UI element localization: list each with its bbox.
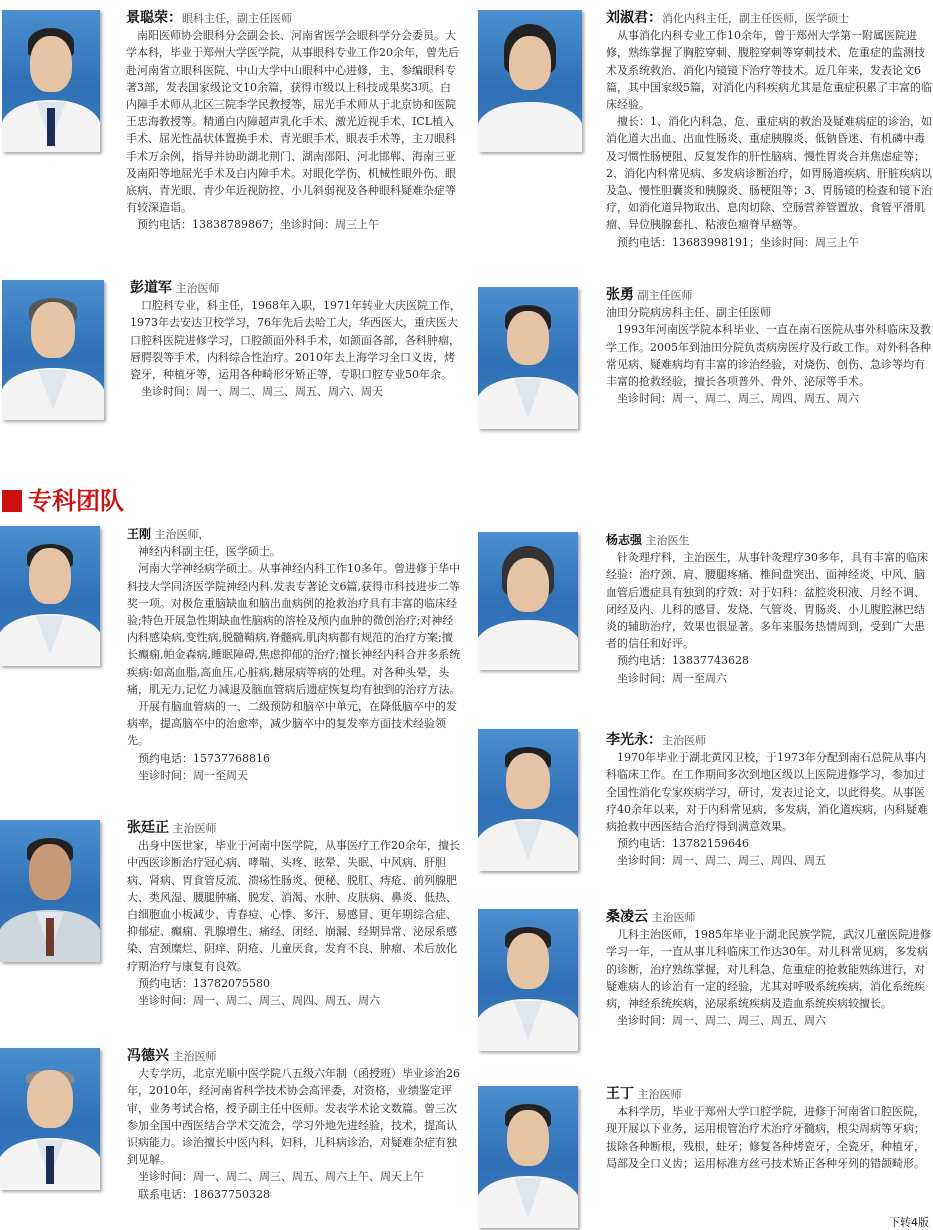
doctor-bio: 1970年毕业于湖北黄冈卫校，于1973年分配到南石总院从事内科临床工作。在工作期间多次到地区级以上医院进修学习，参加过全国性消化专家疾病学习，研讨，发表过论文，以此得奖。从事医疗40余年以来，对于内科常见病，多发病，消化道疾病，内科疑难病抢救中西医结合治疗得到满意效果。: [606, 751, 928, 834]
doctor-bio: 儿科主治医师，1985年毕业于湖北民族学院，武汉儿童医院进修学习一年，一直从事儿科临床工作达30年。对儿科常见病，多发病的诊断，治疗熟练掌握，对儿科急、危重症的抢救能熟练进行，对疑难病人的诊治有一定的经验，尤其对呼吸系统疾病，消化系统疾病，神经系统疾病，泌尿系统疾病及造血系统疾病较擅长。: [606, 928, 931, 1011]
doctor-bio: 南阳医师协会眼科分会副会长、河南省医学会眼科学分会委员。大学本科，毕业于郑州大学医学院，从事眼科专业工作20余年，曾先后赴河南省立眼科医院、中山大学中山眼科中心进修，主、参编眼科专著3部，发表国家级论文10余篇，获得市级以上科技成果奖3项。白内障手术师从北区三院李学民教授等，屈光手术师从于北京协和医院王忠海教授等。精通白内障超声乳化手术、激光近视手术、ICL植入手术、屈光性晶状体置换手术、青光眼手术、眼表手术等，主刀眼科手术万余例，指导并协助湖北荆门、湖南邵阳、河北邯郸、海南三亚及南阳等地屈光手术及白内障手术。对眼化学伤、机械性眼外伤、眼底病、青光眼、青少年近视防控、小儿斜弱视及各种眼科疑难杂症等有较深造诣。: [126, 29, 459, 215]
doctor-profile: [606, 1086, 932, 1172]
doctor-bio-3: 开展有脑血管病的一、二级预防和脑卒中单元，在降低脑卒中的发病率，提高脑卒中的治愈率，减少脑卒中的复发率方面技术经验领先。: [127, 700, 457, 748]
doctor-contact-2: 坐诊时间：周一、周二、周三、周四、周五: [617, 854, 826, 868]
doctor-photo: [478, 909, 578, 1051]
doctor-title: 主治医师: [662, 734, 706, 747]
doctor-profile: [606, 532, 932, 687]
doctor-profile: [130, 280, 461, 400]
doctor-profile: [606, 732, 932, 870]
doctor-title: 主治医师: [172, 822, 217, 835]
doctor-profile: [127, 820, 461, 1009]
doctor-name: 刘淑君：: [606, 10, 662, 26]
doctor-contact-2: 坐诊时间：周一至周六: [617, 671, 727, 685]
doctor-name: 张勇: [606, 287, 634, 303]
doctor-name: 景聪荣：: [126, 10, 182, 26]
red-square-icon: [2, 490, 22, 512]
doctor-title: 主治医师: [651, 911, 696, 924]
doctor-photo: [2, 10, 100, 152]
doctor-photo: [478, 532, 578, 670]
doctor-contact: 预约电话：13837743628: [617, 654, 749, 668]
doctor-contact-2: 坐诊时间：周一、周二、周三、周四、周五、周六: [138, 994, 380, 1008]
doctor-contact: 坐诊时间：周一、周二、周三、周五、周六: [617, 1014, 826, 1028]
doctor-name: 王刚: [127, 527, 152, 541]
doctor-bio: 本科学历，毕业于郑州大学口腔学院，进修于河南省口腔医院，现开展以下业务，运用根管治疗术治疗牙髓病，根尖周病等牙病；拔除各种断根，残根，蛀牙；修复各种烤瓷牙，全瓷牙，种植牙，局部及全口义齿；运用标准方丝弓技术矫正各种牙列的错颌畸形。: [606, 1105, 925, 1170]
doctor-bio: 口腔科专业，科主任，1968年入职，1971年转业大庆医院工作，1973年去安达卫校学习，76年先后去哈工大，华西医大，重庆医大口腔科医院进修学习，口腔颌面外科手术，如颌面各部，各科肿瘤，唇腭裂等手术，内科综合性治疗。2010年去上海学习全口义齿，烤瓷牙，种植牙等，运用各种畸形牙矫正等，专职口腔专业50年余。: [130, 299, 461, 382]
doctor-name: 冯德兴: [127, 1048, 169, 1064]
doctor-name: 杨志强: [606, 533, 643, 547]
doctor-contact: 预约电话：13782159646: [617, 837, 749, 851]
doctor-bio: 大专学历，北京光顺中医学院八五级六年制（函授班）毕业诊治26年，2010年，经河南省科学技术协会高评委，对资格，业绩鉴定评审，业务考试合格，授予副主任中医师。发表学术论文数篇。曾三次参加全国中西医结合学术交流会，学习外地先进经验，技术，提高认识病能力。诊治擅长中医内科，妇科，儿科病诊治，对疑难杂症有独到见解。: [127, 1067, 460, 1167]
doctor-profile: [127, 526, 461, 784]
doctor-photo: [0, 1048, 100, 1190]
doctor-photo: [478, 10, 582, 152]
doctor-bio: 油田分院病房科主任、副主任医师: [606, 306, 771, 320]
doctor-profile: [127, 1048, 461, 1203]
doctor-bio: 出身中医世家，毕业于河南中医学院，从事医疗工作20余年，擅长中西医诊断治疗冠心病、哮喘、头疼、眩晕、失眠、中风病、肝胆病、肾病、胃食管反流、溃疡性肠炎、便秘、脱肛、痔疮、前列腺肥大、类风湿、腰腿肿痛、脱发、消渴、水肿、皮肤病、鼻炎、低热、白细胞血小板减少、青春痘、心悸、多汗、易感冒、更年期综合症、抑郁症、癫痫、乳腺增生、痛经、闭经、崩漏、经期异常、泌尿系感染、宫颈糜烂、阴痒、阴疮、儿童厌食，发育不良、肿瘤、术后放化疗期治疗与康复有良效。: [127, 839, 460, 973]
doctor-name: 王丁: [606, 1086, 634, 1102]
doctor-profile: [606, 909, 932, 1029]
doctor-profile: [126, 10, 461, 234]
doctor-title: 主治医师，: [154, 528, 210, 541]
doctor-name: 桑凌云: [606, 909, 648, 925]
doctor-profile: [606, 10, 932, 251]
doctor-bio-2: 擅长：1、消化内科急、危、重症病的救治及疑难病症的诊治，如消化道大出血、出血性肠炎、重症胰腺炎、低钠昏迷、有机磷中毒及习惯性肠梗阻、反复发作的肝性脑病、慢性胃炎合并焦虑症等；2、消化内科常见病、多发病诊断治疗，如胃肠道疾病、肝脏疾病以及急、慢性胆囊炎和胰腺炎、肠梗阻等；3、胃肠镜的检查和镜下治疗，如消化道异物取出、息肉切除、空肠营养管置放、食管平滑肌瘤、异位胰腺套扎、粘液色瘤脊早癌等。: [606, 115, 932, 232]
doctor-photo: [478, 729, 578, 871]
doctor-contact-2: 坐诊时间：周一至周天: [138, 768, 248, 782]
doctor-title: 主治医生: [645, 534, 690, 547]
doctor-contact: 坐诊时间：周一、周二、周三、周五、周六上午、周天上午: [138, 1170, 424, 1184]
doctor-photo: [478, 1086, 578, 1228]
doctor-bio: 神经内科副主任，医学硕士。: [138, 545, 281, 559]
doctor-contact: 坐诊时间：周一、周二、周三、周五、周六、周天: [141, 385, 383, 399]
section-heading: 专科团队: [2, 481, 124, 516]
doctor-title: 消化内科主任，副主任医师，医学硕士: [662, 12, 849, 25]
doctor-photo: [478, 287, 578, 429]
doctor-title: 主治医师: [637, 1088, 682, 1101]
doctor-profile: [606, 287, 932, 407]
doctor-contact-2: 联系电话：18637750328: [138, 1187, 270, 1201]
doctor-contact: 预约电话：13838789867；坐诊时间：周三上午: [137, 218, 379, 232]
newspaper-page: [0, 4, 933, 1229]
doctor-name: 彭道军: [130, 280, 172, 296]
doctor-photo: [2, 280, 104, 420]
continued-note: 下转4版: [889, 1216, 929, 1229]
doctor-bio: 从事消化内科专业工作10余年，曾于郑州大学第一附属医院进修，熟练掌握了胸腔穿刺、腹腔穿刺等穿刺技术、危重症的监测技术及系统救治、消化内镜镜下治疗等技术。近几年来，发表论文6篇，其中国家级5篇，对消化内科疾病尤其是危重症积累了丰富的临床经验。: [606, 29, 932, 112]
doctor-photo: [0, 526, 100, 666]
doctor-bio: 针灸理疗科，主治医生，从事针灸理疗30多年，具有丰富的临床经验：治疗颈、肩、腰腿疼痛、椎间盘突出、面神经炎、中风、脑血管后遗症具有独到的疗效：对于妇科：盆腔炎积液、月经不调、闭经及内、儿科的感冒、发烧、气管炎、胃肠炎、小儿腹腔淋巴结炎的辅助治疗，效果也很显著。多年来服务热情周到，受到广大患者的信任和好评。: [606, 551, 928, 651]
doctor-title: 主治医师: [172, 1050, 217, 1063]
doctor-title: 眼科主任，副主任医师: [182, 12, 292, 25]
doctor-bio-2: 1993年河南医学院本科毕业、一直在南石医院从事外科临床及教学工作。2005年到油田分院负责病房医疗及行政工作。对外科各种常见病、疑难病均有丰富的诊治经验，对烧伤、创伤、急诊等均有丰富的抢救经验，擅长各项普外、骨外、泌尿等手术。: [606, 323, 931, 389]
doctor-bio-2: 河南大学神经病学硕士。从事神经内科工作10多年。曾进修于华中科技大学同济医学院神经内科.发表专著论文6篇,获得市科技进步二等奖一项。对极危重脑缺血和脑出血病例的抢救治疗具有丰富的临床经验;特色开展急性期缺血性脑病的溶栓及颅内血肿的微创治疗;对神经内科感染病,变性病,脱髓鞘病,脊髓病,肌肉病都有规范的治疗方案;擅长癫痫,帕金森病,睡眠障碍,焦虑抑郁的治疗;擅长神经内科合并多系统疾病:如高血脂,高血压,心脏病,糖尿病等病的处理。对各种头晕，头痛，肌无力,记忆力减退及脑血管病后遗症恢复均有独到的治疗方法。: [127, 562, 461, 696]
doctor-contact: 坐诊时间：周一、周二、周三、周四、周五、周六: [617, 392, 859, 406]
doctor-photo: [0, 820, 100, 962]
doctor-title: 副主任医师: [637, 289, 693, 302]
doctor-name: 李光永：: [606, 732, 662, 748]
doctor-contact: 预约电话：15737768816: [138, 751, 270, 765]
doctor-title: 主治医师: [175, 282, 220, 295]
doctor-contact: 预约电话：13683998191；坐诊时间：周三上午: [617, 235, 859, 249]
doctor-contact: 预约电话：13782075580: [138, 976, 270, 990]
doctor-name: 张廷正: [127, 820, 169, 836]
